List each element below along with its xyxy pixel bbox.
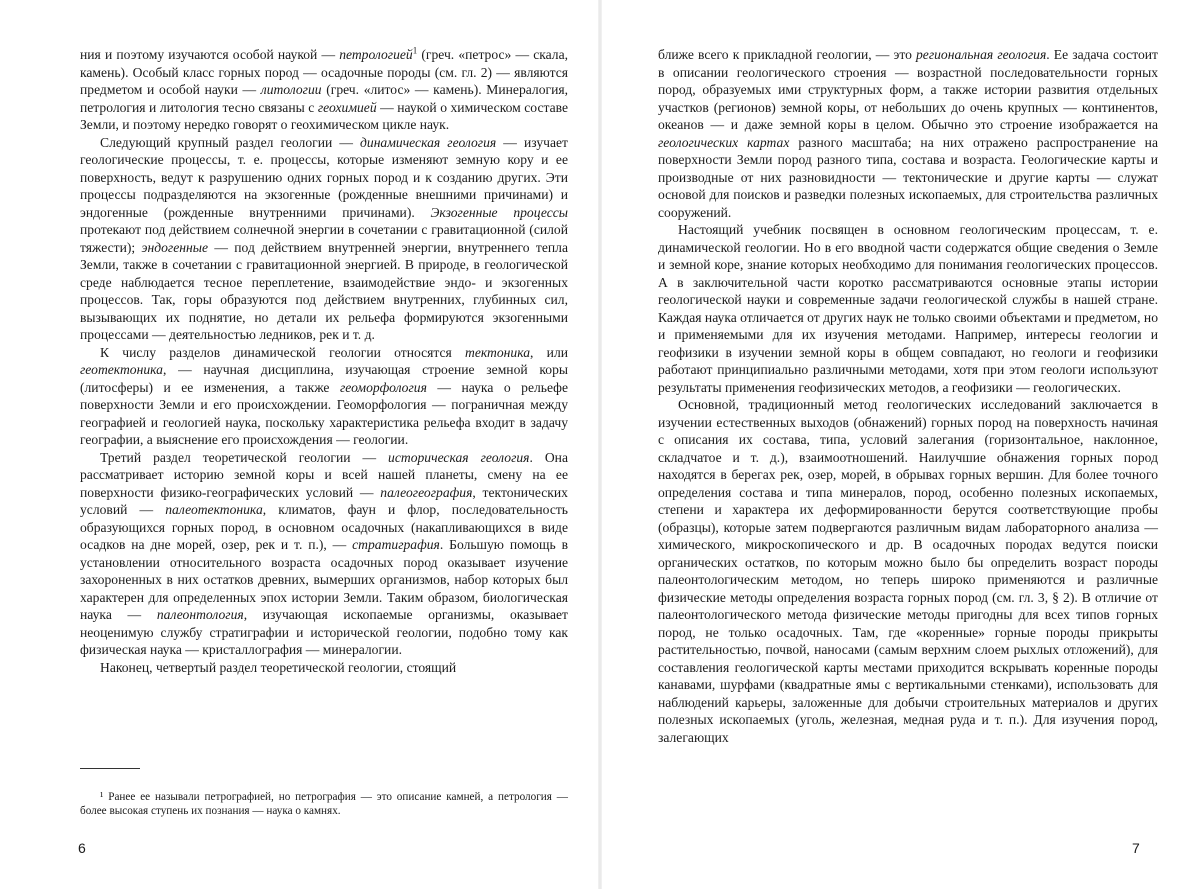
italic-term: эндогенные: [141, 239, 208, 255]
italic-term: стратиграфия: [352, 537, 440, 552]
text-run: — наукой о химическом составе Земли, и поэтому нередко говорят о геохимическом цикле наук.: [80, 99, 568, 132]
text-run: Наконец, четвертый раздел теоретической геологии, стоящий: [100, 659, 457, 675]
text-run: , изучающая ископаемые организмы, оказывает неоценимую службу стратиграфии и исторической геологии, подобно тому как физическая наука — кристаллография — минералогии.: [80, 607, 568, 657]
text-run: . Большую помощь в установлении относительного возраста осадочных пород оказывает изучение захороненных в них остатков древних, вымерших организмов, набор которых был характерен для определенных эпох истории Земли. Таким образом, биологическая наука —: [80, 537, 568, 622]
paragraph: [80, 659, 568, 677]
footnote-marker: 1: [412, 45, 418, 56]
text-run: — под действием внутренней энергии, внутреннего тепла Земли, также в сочетании с гравитационной энергией. В природе, в геологической среде наблюдается тесное переплетение, взаимодействие эндо- и экзогенных процессов. Так, горы образуются под действием внутренних, глубинных сил, вызывающих их поднятие, но детали их рельефа формируются экзогенными процессами — деятельностью ледников, рек и т. д.: [80, 239, 568, 342]
text-run: . Ее задача состоит в описании геологического строения — возрастной последовательности горных пород, образуемых ими структурных форм, а также истории развития отдельных участков (регионов) земной коры, от небольших до очень крупных — континентов, океанов — и даже земной коры в целом. Обычно это строение изображается на: [658, 47, 1158, 132]
left-page-text: [80, 46, 568, 676]
italic-term: геотектоника: [80, 362, 163, 377]
italic-term: Экзогенные процессы: [430, 204, 568, 220]
text-run: , климатов, фаун и флор, последовательность образующихся горных пород, в основном осадочных (накапливающихся в виде осадков на дне морей, озер, рек и т. п.), —: [80, 502, 568, 552]
text-run: Основной, традиционный метод геологических исследований заключается в изучении естественных выходов (обнажений) горных пород на поверхность начиная с описания их состава, типа, условий залегания (горизонтальное, наклонное, складчатое и т. д.), взаимоотношений. Наилучшие обнажения горных пород находятся в берегах рек, озер, морей, в обрывах горных вершин. Для более точного определения состава и типа минералов, пород, особенно полезных ископаемых, степени и характера их деформированности берутся соответствующие пробы (образцы), которые затем подвергаются различным видам лабораторного анализа — химического, микроскопического и др. В осадочных породах ведутся поиски органических остатков, по которым можно было бы определить возраст породы палеонтологическим методом, но теперь широко применяются и различные физические методы определения возраста горных пород (см. гл. 3, § 2). В отличие от палеонтологического метода физические методы пригодны для всех типов горных пород, не только осадочных. Там, где «коренные» горные породы прикрыты растительностью, почвой, наносами (самым верхним слоем рыхлых отложений), для составления геологической карты местами приходится вскрывать коренные породы канавами, шурфами (квадратные ямы с вертикальными стенками), использовать для наблюдений карьеры, заложенные для добычи строительных материалов и других полезных ископаемых (уголь, железная, медная руда и т. п.). Для изучения пород, залегающих: [658, 397, 1158, 745]
italic-term: динамическая геология: [360, 134, 497, 150]
italic-term: геологических картах: [658, 134, 790, 150]
text-run: , или: [530, 344, 568, 360]
italic-term: тектоника: [465, 344, 531, 360]
page-number-left: 6: [78, 840, 86, 856]
paragraph: [80, 344, 568, 449]
text-run: ния и поэтому изучаются особой наукой —: [80, 47, 340, 62]
footnote-rule: [80, 768, 140, 769]
text-run: Третий раздел теоретической геологии —: [100, 449, 389, 465]
italic-term: литологии: [260, 82, 322, 97]
italic-term: историческая геология: [388, 449, 530, 465]
text-run: К числу разделов динамической геологии относятся: [100, 344, 466, 360]
paragraph: [658, 396, 1158, 746]
text-run: — изучает геологические процессы, т. е. процессы, которые изменяют земную кору и ее поверхность, ведут к разрушению одних горных пород и к созданию других. Эти процессы подразделяются на экзогенные (рожденные внешними причинами) и эндогенные (рожденные внутренними причинами).: [80, 134, 568, 220]
italic-term: палеотектоника: [165, 502, 263, 517]
paragraph: [80, 134, 568, 344]
italic-term: палеогеография: [380, 484, 473, 500]
paragraph: [658, 46, 1158, 221]
text-run: протекают под действием солнечной энергии в сочетании с гравитационной (силой тяжести);: [80, 222, 568, 255]
page-number-right: 7: [1132, 840, 1140, 856]
right-page-text: [658, 46, 1158, 746]
paragraph: [80, 449, 568, 659]
italic-term: палеонтология: [156, 607, 244, 622]
italic-term: региональная геология: [916, 47, 1047, 62]
text-run: (греч. «петрос» — скала, камень). Особый класс горных пород — осадочные породы (см. гл. 2) — являются предметом и особой науки —: [80, 47, 568, 97]
text-run: , тектонических условий —: [80, 484, 568, 517]
paragraph: [80, 46, 568, 134]
text-run: . Она рассматривает историю земной коры и всей нашей планеты, смену на ее поверхности физико-географических условий —: [80, 449, 568, 500]
italic-term: петрологией: [339, 47, 413, 62]
text-run: разного масштаба; на них отражено распространение на поверхности Земли пород разного типа, состава и возраста. Геологические карты и производные от них разновидности — тектонические и другие карты — служат основой для поисков и разведки полезных ископаемых, для строительства различных сооружений.: [658, 134, 1158, 220]
footnote-text: ¹ Ранее ее называли петрографией, но петрография — это описание камней, а петрология — более высокая ступень их познания — наука о камнях.: [80, 791, 568, 817]
right-page: [600, 0, 1200, 889]
italic-term: геоморфология: [339, 379, 427, 395]
text-run: Следующий крупный раздел геологии —: [100, 134, 361, 150]
italic-term: геохимией: [317, 99, 377, 115]
footnote: [80, 790, 568, 818]
text-run: , — научная дисциплина, изучающая строение земной коры (литосферы) и ее изменения, а также: [80, 362, 568, 395]
text-run: (греч. «литос» — камень). Минералогия, петрология и литология тесно связаны с: [80, 82, 568, 115]
paragraph: [658, 221, 1158, 396]
text-run: ближе всего к прикладной геологии, — это: [658, 47, 916, 62]
text-run: — наука о рельефе поверхности Земли и его происхождении. Геоморфология — пограничная между географией и геологией наука, поскольку характеристика рельефа входит в задачу географии, а выяснение его происхождения — геологии.: [80, 379, 568, 447]
text-run: Настоящий учебник посвящен в основном геологическим процессам, т. е. динамической геологии. Но в его вводной части содержатся общие сведения о Земле и земной коре, знание которых необходимо для понимания геологических процессов. А в заключительной части коротко рассматриваются основные этапы истории геологической науки и современные задачи геологической службы в нашей стране. Каждая наука отличается от других наук не только своими объектами и предметом, но и применяемыми для их изучения методами. Например, интересы геологии и геофизики в изучении земной коры в общем совпадают, но геологи и геофизики работают принципиально различными методами, хотя при этом геологи используют результаты применения геофизических методов, а геофизики — геологических.: [658, 222, 1158, 395]
